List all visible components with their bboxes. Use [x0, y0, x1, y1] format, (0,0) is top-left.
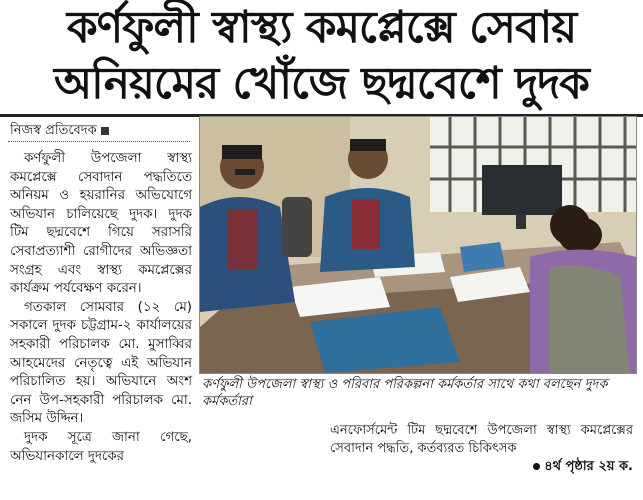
continuation-note	[330, 458, 633, 476]
body-paragraph-3: দুদক সূত্রে জানা গেছে, অভিযানকালে দুদকের	[10, 429, 192, 464]
byline-square-icon	[101, 127, 109, 135]
body-paragraph-2: গতকাল সোমবার (১২ মে) সকালে দুদক চট্টগ্রাম-২ কার্যালয়ের সহকারী পরিচালক মো. মুসাব্বির আহমেদের নেতৃত্বে এই অভিযান পরিচালিত হয়। অভিযানে অংশ নেন উপ-সহকারী পরিচালক মো. জসিম উদ্দিন।	[10, 299, 192, 427]
article-body-column	[10, 150, 192, 466]
side-article-column	[330, 422, 633, 476]
headline-line-1: কর্ণফুলী স্বাস্থ্য কমপ্লেক্সে সেবায়	[66, 2, 577, 53]
news-photo-illustration	[200, 117, 636, 373]
body-paragraph-1: কর্ণফুলী উপজেলা স্বাস্থ্য কমপ্লেক্সে সেবাদান পদ্ধতিতে অনিয়ম ও হয়রানির অভিযোগে অভিযান চালিয়েছে দুদক। দুদক টিম ছদ্মবেশে গিয়ে সরাসরি সেবাপ্রত্যাশী রোগীদের অভিজ্ঞতা সংগ্রহ এবং স্বাস্থ্য কমপ্লেক্সের কার্যক্রম পর্যবেক্ষণ করেন।	[10, 151, 192, 297]
byline	[10, 121, 109, 142]
byline-text: নিজস্ব প্রতিবেদক	[10, 123, 97, 138]
news-photo	[199, 116, 637, 374]
side-article-text: এনফোর্সমেন্ট টিম ছদ্মবেশে উপজেলা স্বাস্থ্য কমপ্লেক্সের সেবাদান পদ্ধতি, কর্তব্যরত চিকিৎসক	[330, 423, 633, 456]
continuation-text: ৪র্থ পৃষ্ঠার ২য় ক.	[544, 459, 633, 474]
byline-divider	[8, 141, 190, 142]
photo-caption: কর্ণফুলী উপজেলা স্বাস্থ্য ও পরিবার পরিকল্পনা কর্মকর্তার সাথে কথা বলছেন দুদক কর্মকর্তারা	[202, 377, 608, 409]
bullet-dot-icon	[533, 463, 540, 470]
headline-line-2: অনিয়মের খোঁজে ছদ্মবেশে দুদক	[54, 58, 589, 109]
